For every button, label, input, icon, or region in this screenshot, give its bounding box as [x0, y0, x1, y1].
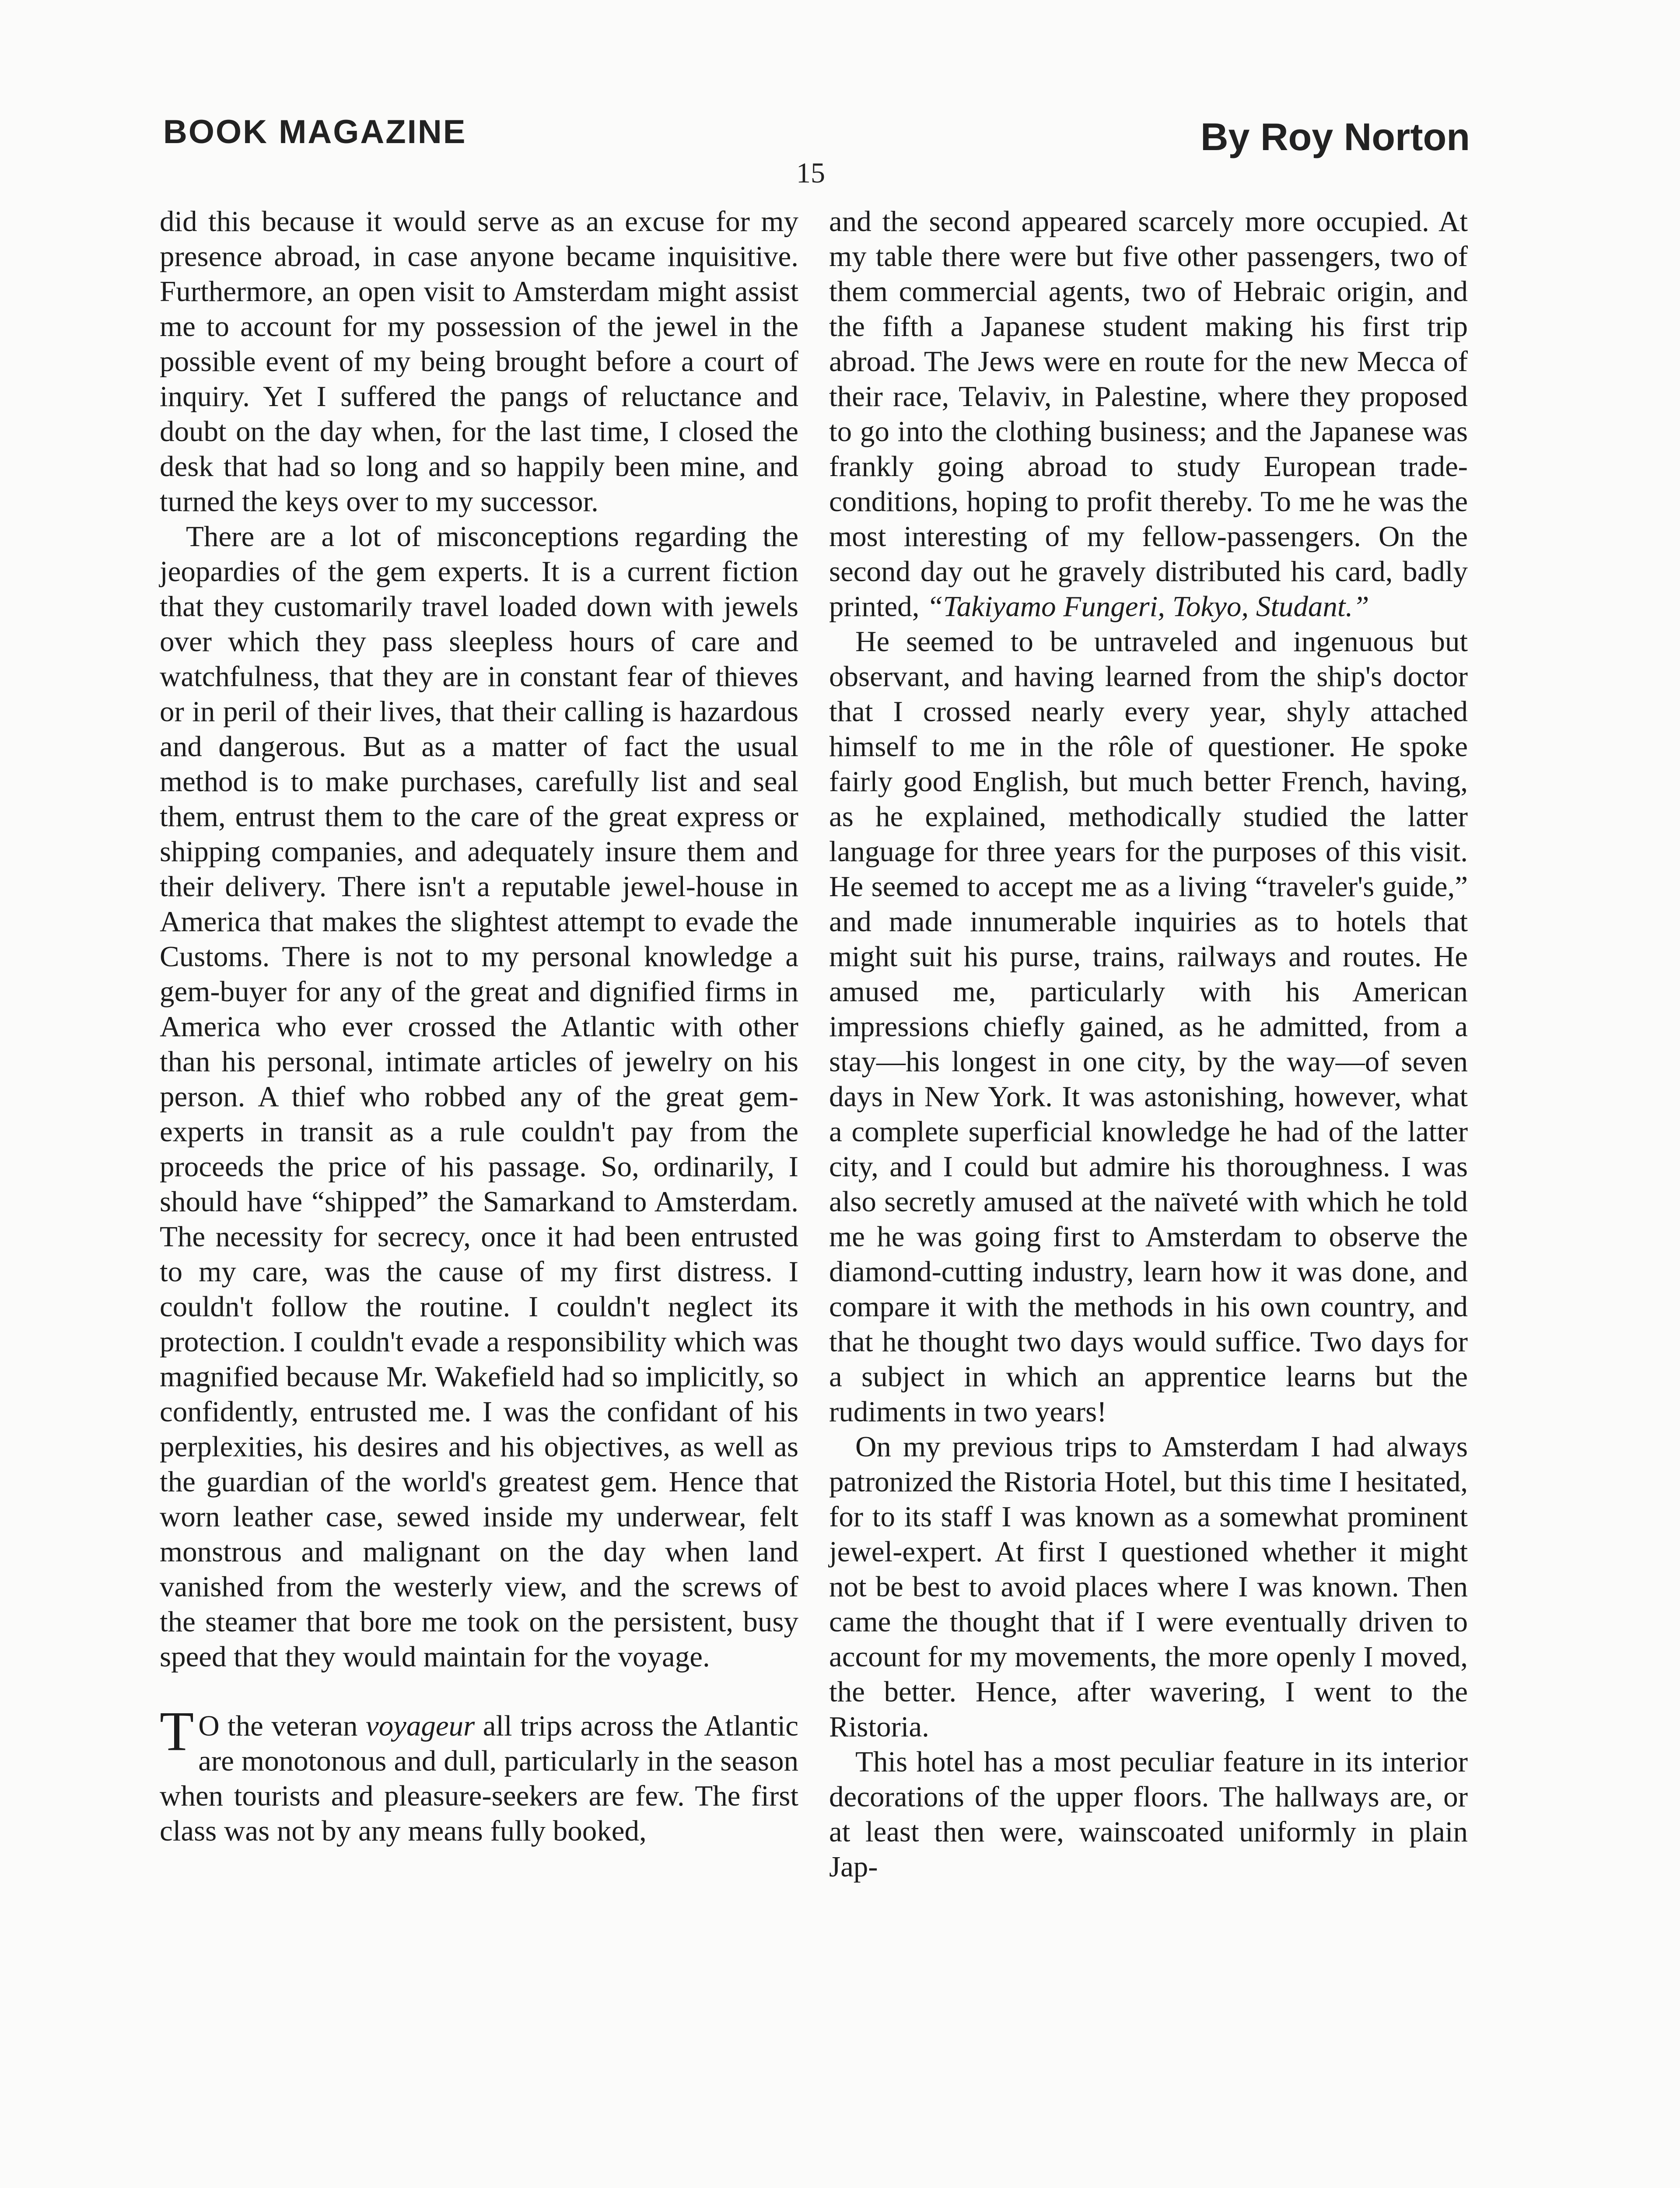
author-byline: By Roy Norton — [1200, 115, 1470, 158]
drop-cap: T — [160, 1700, 194, 1762]
paragraph-lead: O the veteran — [198, 1710, 366, 1742]
section-opening-paragraph — [160, 1700, 798, 1848]
paragraph: He seemed to be untraveled and ingenuous but observant, and having learned from the ship's doctor that I crossed nearly every year, shyly attached himself to me in the rôle of questioner. He spoke fairly good English, but much better French, having, as he explained, methodically studied the latter language for three years for the purposes of this visit. He seemed to accept me as a living “traveler's guide,” and made innumerable inquiries as to hotels that might suit his purse, trains, railways and routes. He amused me, particularly with his American impressions chiefly gained, as he admitted, from a stay—his longest in one city, by the way—of seven days in New York. It was astonishing, however, what a complete superficial knowledge he had of the latter city, and I could but admire his thoroughness. I was also secretly amused at the naïveté with which he told me he was going first to Amsterdam to observe the diamond-cutting industry, learn how it was done, and compare it with the methods in his own country, and that he thought two days would suffice. Two days for a subject in which an apprentice learns but the rudiments in two years! — [829, 625, 1468, 1428]
paragraph: On my previous trips to Amsterdam I had always patronized the Ristoria Hotel, but this time I hesitated, for to its staff I was known as a somewhat prominent jewel-expert. At first I questioned whether it might not be best to avoid places where I was known. Then came the thought that if I were eventually driven to account for my movements, the more openly I moved, the better. Hence, after wavering, I went to the Ristoria. — [829, 1431, 1468, 1743]
paragraph — [829, 204, 1468, 624]
business-card-text: “Takiyamo Fungeri, Tokyo, Studant.” — [927, 590, 1369, 623]
right-column — [829, 204, 1468, 1884]
paragraph-text: and the second appeared scarcely more occupied. At my table there were but five other passengers, two of them commercial agents, two of Hebraic origin, and the fifth a Japanese student making his first trip abroad. The Jews were en route for the new Mecca of their race, Telaviv, in Palestine, where they proposed to go into the clothing business; and the Japanese was frankly going abroad to study European trade-conditions, hoping to profit thereby. To me he was the most interesting of my fellow-passengers. On the second day out he gravely distributed his card, badly printed, — [829, 205, 1468, 623]
page-number: 15 — [796, 157, 825, 189]
paragraph: did this because it would serve as an excuse for my presence abroad, in case anyone became inquisitive. Furthermore, an open visit to Amsterdam might assist me to account for my possession of the jewel in the possible event of my being brought before a court of inquiry. Yet I suffered the pangs of reluctance and doubt on the day when, for the last time, I closed the desk that had so long and so happily been mine, and turned the keys over to my successor. — [160, 205, 798, 518]
paragraph: This hotel has a most peculiar feature in its interior decorations of the upper floors. The hallways are, or at least then were, wainscoated uniformly in plain Jap- — [829, 1746, 1468, 1883]
paragraph: There are a lot of misconceptions regarding the jeopardies of the gem experts. It is a current fiction that they customarily travel loaded down with jewels over which they pass sleepless hours of care and watchfulness, that they are in constant fear of thieves or in peril of their lives, that their calling is hazardous and dangerous. But as a matter of fact the usual method is to make purchases, carefully list and seal them, entrust them to the care of the great express or shipping companies, and adequately insure them and their delivery. There isn't a reputable jewel-house in America that makes the slightest attempt to evade the Customs. There is not to my personal knowledge a gem-buyer for any of the great and dignified firms in America who ever crossed the Atlantic with other than his personal, intimate articles of jewelry on his person. A thief who robbed any of the great gem-experts in transit as a rule couldn't pay from the proceeds the price of his passage. So, ordinarily, I should have “shipped” the Samarkand to Amsterdam. The necessity for secrecy, once it had been entrusted to my care, was the cause of my first distress. I couldn't follow the routine. I couldn't neglect its protection. I couldn't evade a responsibility which was magnified because Mr. Wakefield had so implicitly, so confidently, entrusted me. I was the confidant of his perplexities, his desires and his objectives, as well as the guardian of the world's greatest gem. Hence that worn leather case, sewed inside my underwear, felt monstrous and malignant on the day when land vanished from the westerly view, and the screws of the steamer that bore me took on the persistent, busy speed that they would maintain for the voyage. — [160, 520, 798, 1673]
italic-term: voyageur — [365, 1710, 475, 1742]
left-column — [160, 204, 798, 1848]
publication-title: BOOK MAGAZINE — [163, 113, 467, 151]
paragraph-rest: all trips across the Atlantic are monotonous and dull, particularly in the season when tourists and pleasure-seekers are few. The first class was not by any means fully booked, — [160, 1710, 798, 1847]
